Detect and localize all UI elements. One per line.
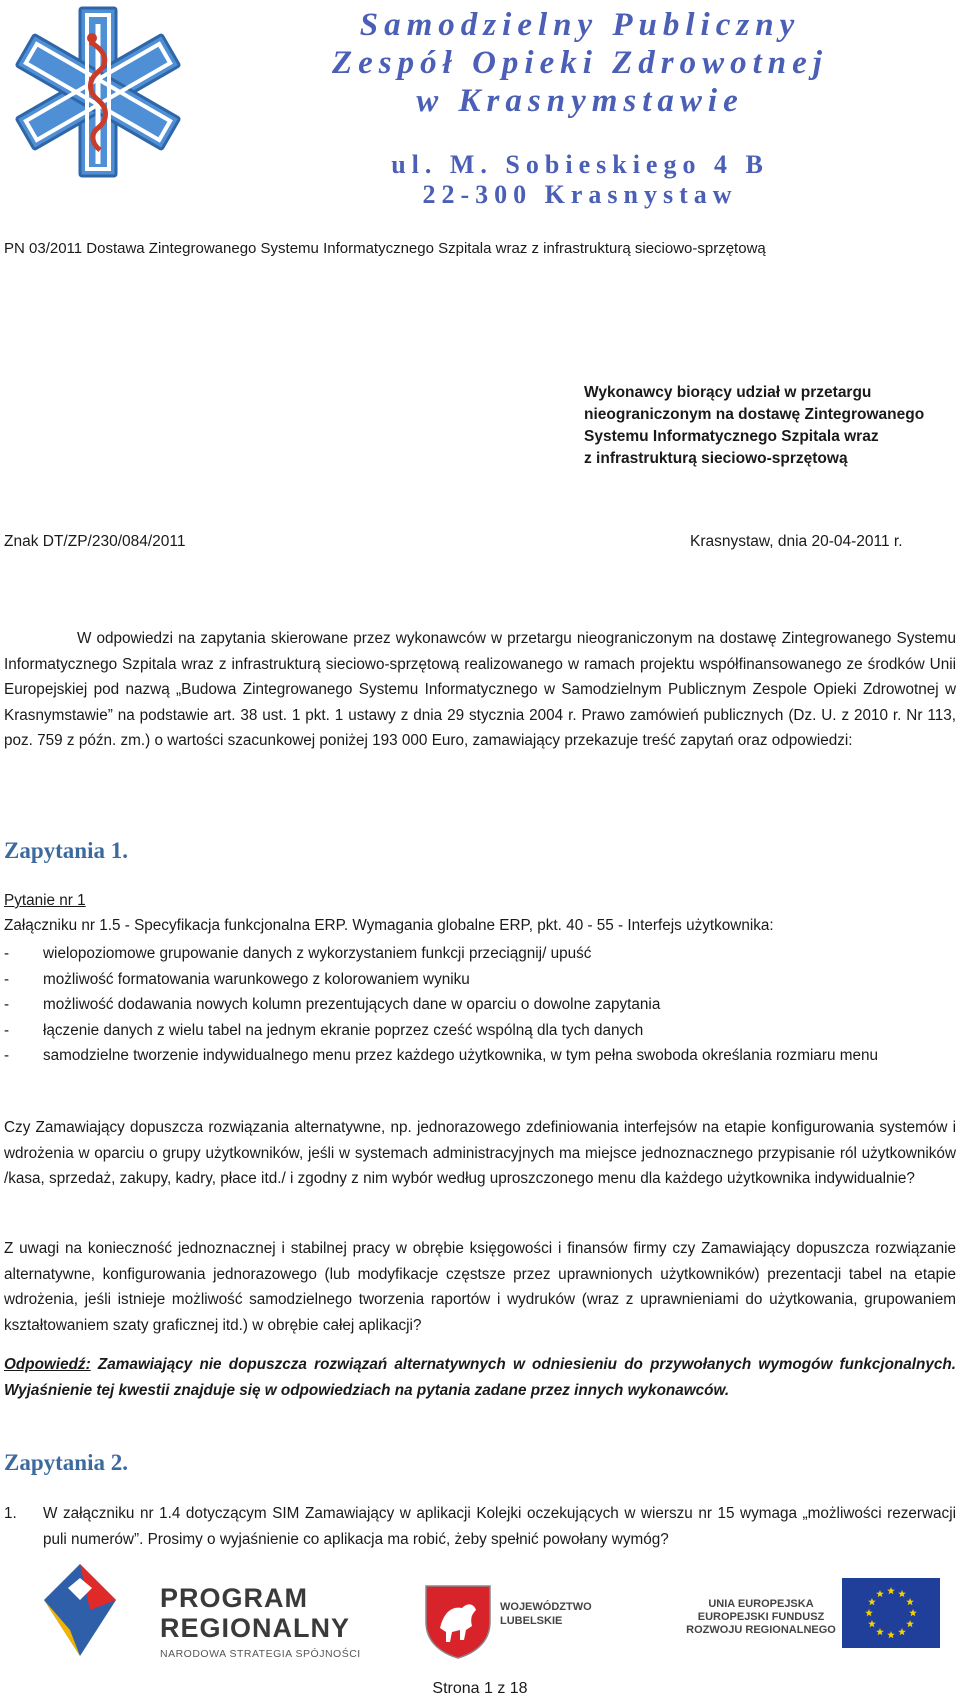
section2-item	[4, 1501, 956, 1552]
program-regionalny-logo	[40, 1560, 380, 1664]
bullet-dash: -	[4, 945, 10, 962]
bullet-text: możliwość formatowania warunkowego z kolorowaniem wyniku	[43, 970, 470, 988]
answer1	[4, 1352, 956, 1403]
page-number: Strona 1 z 18	[432, 1680, 528, 1697]
eu-line3: ROZWOJU REGIONALNEGO	[686, 1624, 836, 1636]
eu-flag-icon	[842, 1578, 940, 1648]
bullet-text: wielopoziomowe grupowanie danych z wykorzystaniem funkcji przeciągnij/ upuść	[43, 945, 592, 962]
bullet-dash: -	[4, 1047, 10, 1064]
addressee-line4: z infrastrukturą sieciowo-sprzętową	[584, 450, 848, 467]
voivodeship-line2: LUBELSKIE	[500, 1615, 563, 1627]
coat-of-arms-icon	[422, 1582, 494, 1660]
question1-paragraph1: Czy Zamawiający dopuszcza rozwiązania alternatywne, np. jednorazowego zdefiniowania interfejsów na etapie konfigurowania systemów i wdrożenia w oparciu o grupy użytkowników, jeśli w systemach administracyjnych ma miejsce jednoznacznego przypisanie ról użytkowników /kasa, sprzedaż, zakupy, kadry, płace itd./ i zgodny z nim wybór według uproszczonego menu dla każdego użytkownika indywidualnie?	[4, 1119, 956, 1187]
item-text: W załączniku nr 1.4 dotyczącym SIM Zamawiający w aplikacji Kolejki oczekujących w wierszu nr 15 wymaga „możliwości rezerwacji puli numerów”. Prosimy o wyjaśnienie co aplikacja ma robić, żeby spełnić powołany wymóg?	[43, 1505, 956, 1548]
program-logo-icon	[40, 1560, 120, 1660]
bullet-dash: -	[4, 996, 10, 1013]
document-sign: Znak DT/ZP/230/084/2011	[4, 533, 186, 550]
question1-bullet-list	[4, 941, 956, 1069]
program-line2: REGIONALNY	[160, 1613, 351, 1643]
addressee-line3: Systemu Informatycznego Szpitala wraz	[584, 428, 879, 445]
eu-text	[686, 1598, 836, 1637]
intro-paragraph	[4, 626, 956, 754]
question1-paragraph2: Z uwagi na konieczność jednoznacznej i stabilnej pracy w obrębie księgowości i finansów firmy czy Zamawiający dopuszcza rozwiązanie alternatywne, konfigurowania jednorazowego (lub modyfikacje częstsze przez uprawnionych użytkowników) prezentacji tabel na etapie wdrożenia, jeśli istnieje możliwość samodzielnego tworzenia raportów i wydruków (wraz z uprawnieniami do użytkowania, grupowaniem kształtowaniem szaty graficznej itd.) w obrębie całej aplikacji?	[4, 1240, 956, 1334]
program-line1: PROGRAM	[160, 1583, 308, 1613]
header-title-line3: w Krasnymstawie	[416, 83, 744, 119]
bullet-dash: -	[4, 1021, 10, 1039]
addressee-line1: Wykonawcy biorący udział w przetargu	[584, 384, 872, 401]
list-item	[4, 1018, 956, 1044]
section1-heading: Zapytania 1.	[4, 838, 128, 863]
bullet-dash: -	[4, 970, 10, 988]
intro-text: W odpowiedzi na zapytania skierowane przez wykonawców w przetargu nieograniczonym na dostawę Zintegrowanego Systemu Informatycznego Szpitala wraz z infrastrukturą sieciowo-sprzętową realizowanego w ramach projektu współfinansowanego ze środków Unii Europejskiej pod nazwą „Budowa Zintegrowanego Systemu Informatycznego w Samodzielnym Publicznym Zespole Opieki Zdrowotnej w Krasnymstawie” na podstawie art. 38 ust. 1 pkt. 1 ustawy z dnia 29 stycznia 2004 r. Prawo zamówień publicznych (Dz. U. z 2010 r. Nr 113, poz. 759 z późn. zm.) o wartości szacunkowej poniżej 193 000 Euro, zamawiający przekazuje treść zapytań oraz odpowiedzi:	[4, 630, 956, 749]
addressee-block	[584, 382, 956, 470]
answer-text: Zamawiający nie dopuszcza rozwiązań alternatywnych w odniesieniu do przywołanych wymogów funkcjonalnych. Wyjaśnienie tej kwestii znajduje się w odpowiedziach na pytania zadane przez innych wykonawców.	[4, 1356, 956, 1399]
header-title-line1: Samodzielny Publiczny	[359, 7, 801, 43]
section2-heading: Zapytania 2.	[4, 1450, 128, 1475]
header-title-line2: Zespół Opieki Zdrowotnej	[332, 45, 828, 81]
item-number: 1.	[4, 1505, 17, 1522]
footer-logos	[0, 1560, 960, 1670]
header-address-line1: ul. M. Sobieskiego 4 B	[391, 150, 769, 179]
eu-line1: UNIA EUROPEJSKA	[708, 1598, 814, 1610]
bullet-text: łączenie danych z wielu tabel na jednym ekranie poprzez cześć wspólną dla tych danych	[43, 1021, 644, 1039]
header-address-line2: 22-300 Krasnystaw	[422, 180, 738, 209]
reference-line: PN 03/2011 Dostawa Zintegrowanego Systemu Informatycznego Szpitala wraz z infrastrukturą sieciowo-sprzętową	[4, 240, 766, 257]
header-title	[300, 6, 860, 120]
question1-label: Pytanie nr 1	[4, 892, 86, 909]
voivodeship-line1: WOJEWÓDZTWO	[500, 1601, 592, 1613]
bullet-text: samodzielne tworzenie indywidualnego menu przez każdego użytkownika, w tym pełna swoboda określania rozmiaru menu	[43, 1047, 878, 1064]
eu-line2: EUROPEJSKI FUNDUSZ	[697, 1611, 825, 1623]
voivodeship-text	[500, 1600, 592, 1628]
question1-reference: Załączniku nr 1.5 - Specyfikacja funkcjonalna ERP. Wymagania globalne ERP, pkt. 40 - 55 - Interfejs użytkownika:	[4, 917, 774, 934]
document-date: Krasnystaw, dnia 20-04-2011 r.	[690, 533, 903, 550]
star-of-life-icon	[2, 4, 194, 180]
list-item	[4, 992, 956, 1018]
bullet-text: możliwość dodawania nowych kolumn prezentujących dane w oparciu o dowolne zapytania	[43, 996, 661, 1013]
list-item	[4, 1043, 956, 1069]
list-item	[4, 941, 956, 967]
header-address	[300, 150, 860, 210]
program-line3: NARODOWA STRATEGIA SPÓJNOŚCI	[160, 1648, 361, 1660]
addressee-line2: nieograniczonym na dostawę Zintegrowanego	[584, 406, 925, 423]
answer-label: Odpowiedź:	[4, 1356, 91, 1373]
list-item	[4, 967, 956, 993]
